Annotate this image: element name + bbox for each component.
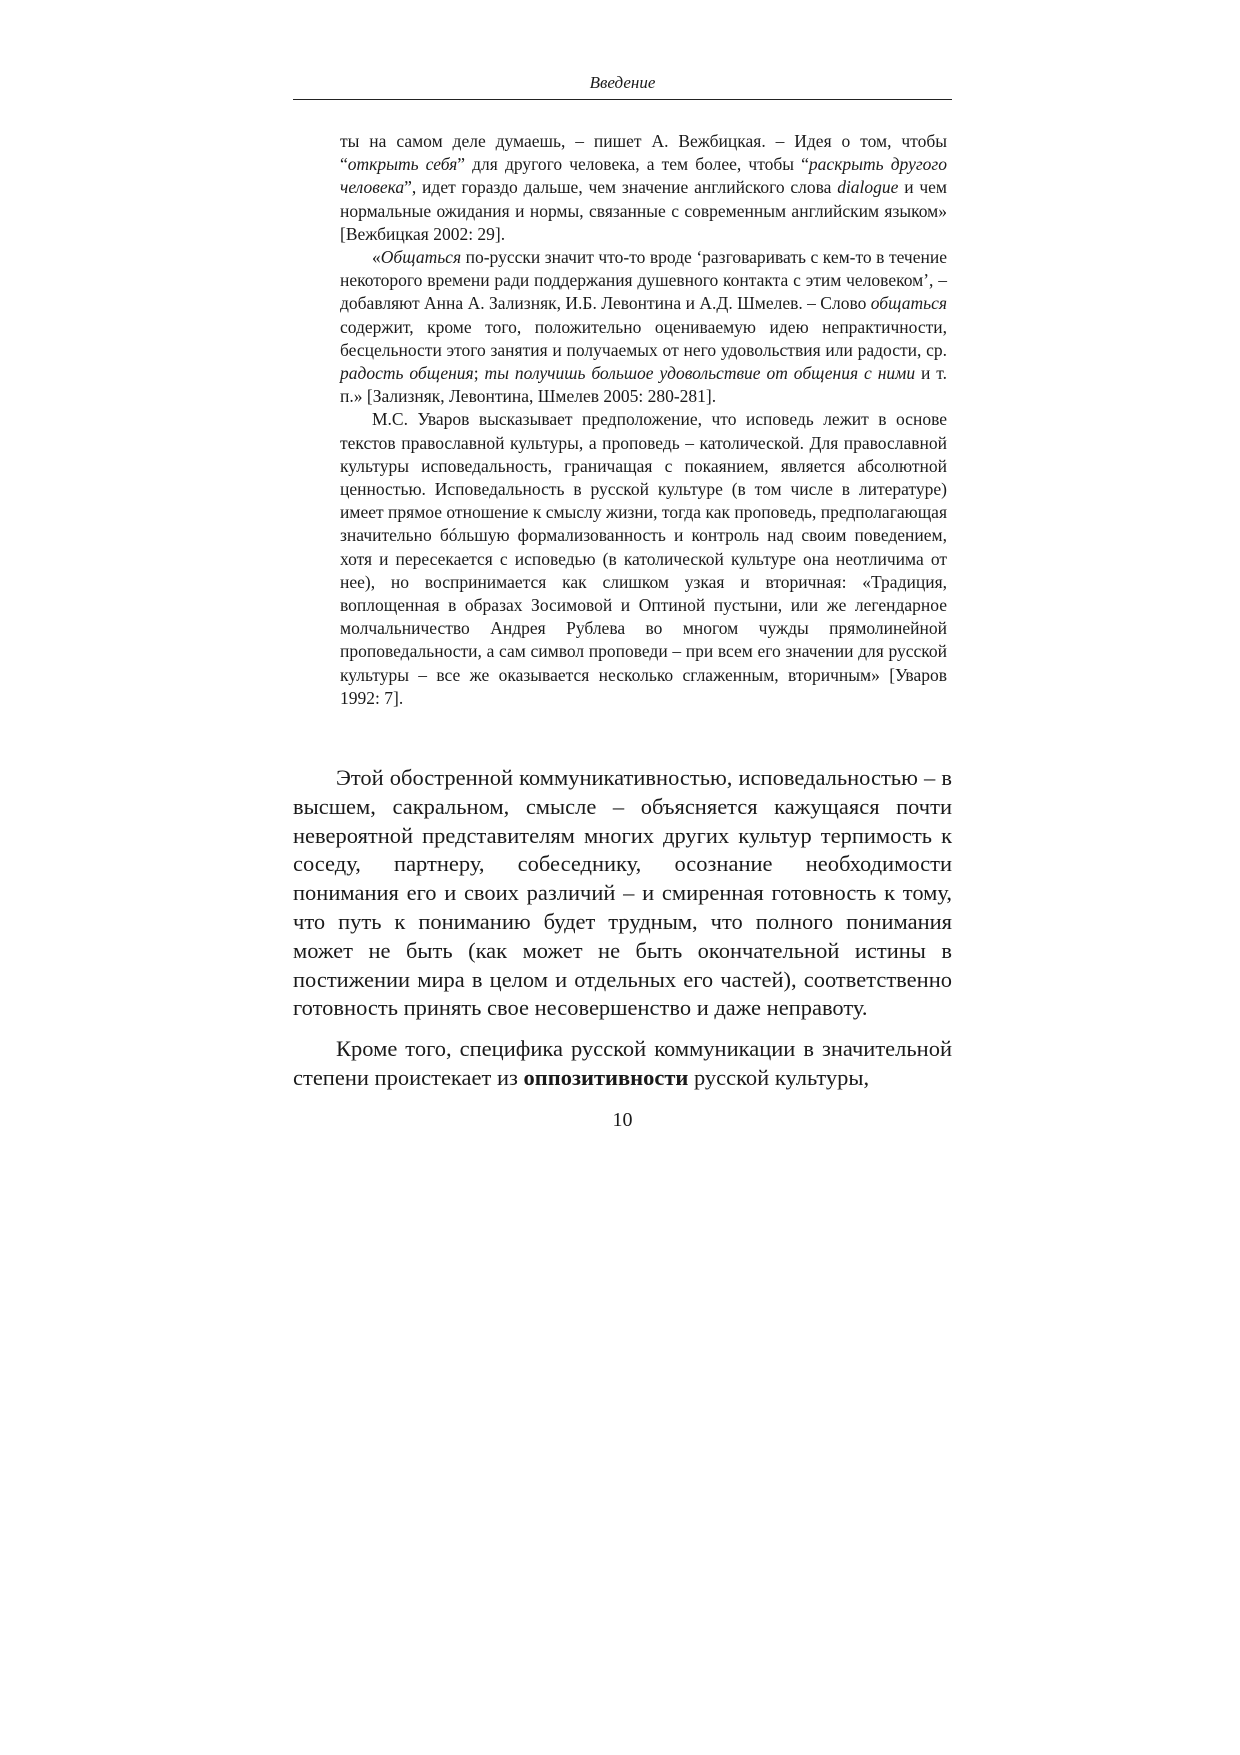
italic-run: открыть себя — [347, 154, 458, 175]
main-paragraph-2 — [293, 1035, 952, 1093]
text-run: ” для другого человека, а тем более, чтобы “ — [457, 154, 809, 175]
text-run: ”, идет гораздо дальше, чем значение английского слова — [404, 177, 838, 198]
text-run: и т. п.» [Зализняк, Левонтина, Шмелев 2005: 280-281]. — [340, 363, 947, 407]
text-run: « — [372, 247, 381, 268]
text-run: по-русски значит что-то вроде ‘разговаривать с кем-то в течение некоторого времени ради поддержания душевного контакта с этим человеком’, – добавляют Анна А. Зализняк, И.Б. Левонтина и А.Д. Шмелев. – Слово — [340, 247, 947, 314]
page-number: 10 — [612, 1109, 633, 1131]
quote-paragraph-3: М.С. Уваров высказывает предположение, что исповедь лежит в основе текстов православной культуры, а проповедь – католической. Для православной культуры исповедальность, граничащая с покаянием, является абсолютной ценностью. Исповедальность в русской культуре (в том числе в литературе) имеет прямое отношение к смыслу жизни, тогда как проповедь, предполагающая значительно бóльшую формализованность и контроль над своим поведением, хотя и пересекается с исповедью (в католической культуре она неотличима от нее), но воспринимается как слишком узкая и вторичная: «Традиция, воплощенная в образах Зосимовой и Оптиной пустыни, или же легендарное молчальничество Андрея Рублева во многом чужды прямолинейной проповедальности, а сам символ проповеди – при всем его значении для русской культуры – все же оказывается несколько сглаженным, вторичным» [Уваров 1992: 7]. — [340, 409, 947, 708]
quoted-passages — [340, 130, 947, 710]
quote-paragraph-1 — [340, 130, 947, 246]
text-run: ты на самом деле думаешь, – пишет А. Вежбицкая. – Идея о том, чтобы “ — [340, 131, 947, 175]
main-text — [293, 764, 952, 1093]
header-rule — [293, 99, 952, 100]
running-header: Введение — [589, 73, 656, 92]
text-run: содержит, кроме того, положительно оцениваемую идею непрактичности, бесцельности этого занятия и получаемых от него удовольствия или радости, ср. — [340, 316, 947, 360]
main-paragraph-1: Этой обостренной коммуникативностью, исповедальностью – в высшем, сакральном, смысле – объясняется кажущаяся почти невероятной представителям многих других культур терпимость к соседу, партнеру, собеседнику, осознание необходимости понимания его и своих различий – и смиренная готовность к тому, что путь к пониманию будет трудным, что полного понимания может не быть (как может не быть окончательной истины в постижении мира в целом и отдельных его частей), соответственно готовность принять свое несовершенство и даже неправоту. — [293, 765, 952, 1021]
text-run: и чем нормальные ожидания и нормы, связанные с современным английским языком» [Вежбицкая 2002: 29]. — [340, 177, 947, 244]
text-run: русской культуры, — [688, 1064, 870, 1090]
italic-run: dialogue — [837, 177, 899, 198]
italic-run: Общаться — [380, 247, 462, 268]
italic-run: раскрыть другого человека — [340, 154, 947, 198]
quote-paragraph-2 — [340, 246, 947, 408]
bold-term: оппозитивности — [523, 1064, 689, 1090]
text-run: ; — [473, 363, 485, 384]
italic-run: ты получишь большое удовольствие от общения с ними — [484, 363, 916, 384]
italic-run: радость общения — [340, 363, 474, 384]
italic-run: общаться — [870, 293, 947, 314]
text-run: Кроме того, специфика русской коммуникации в значительной степени проистекает из — [293, 1036, 952, 1090]
